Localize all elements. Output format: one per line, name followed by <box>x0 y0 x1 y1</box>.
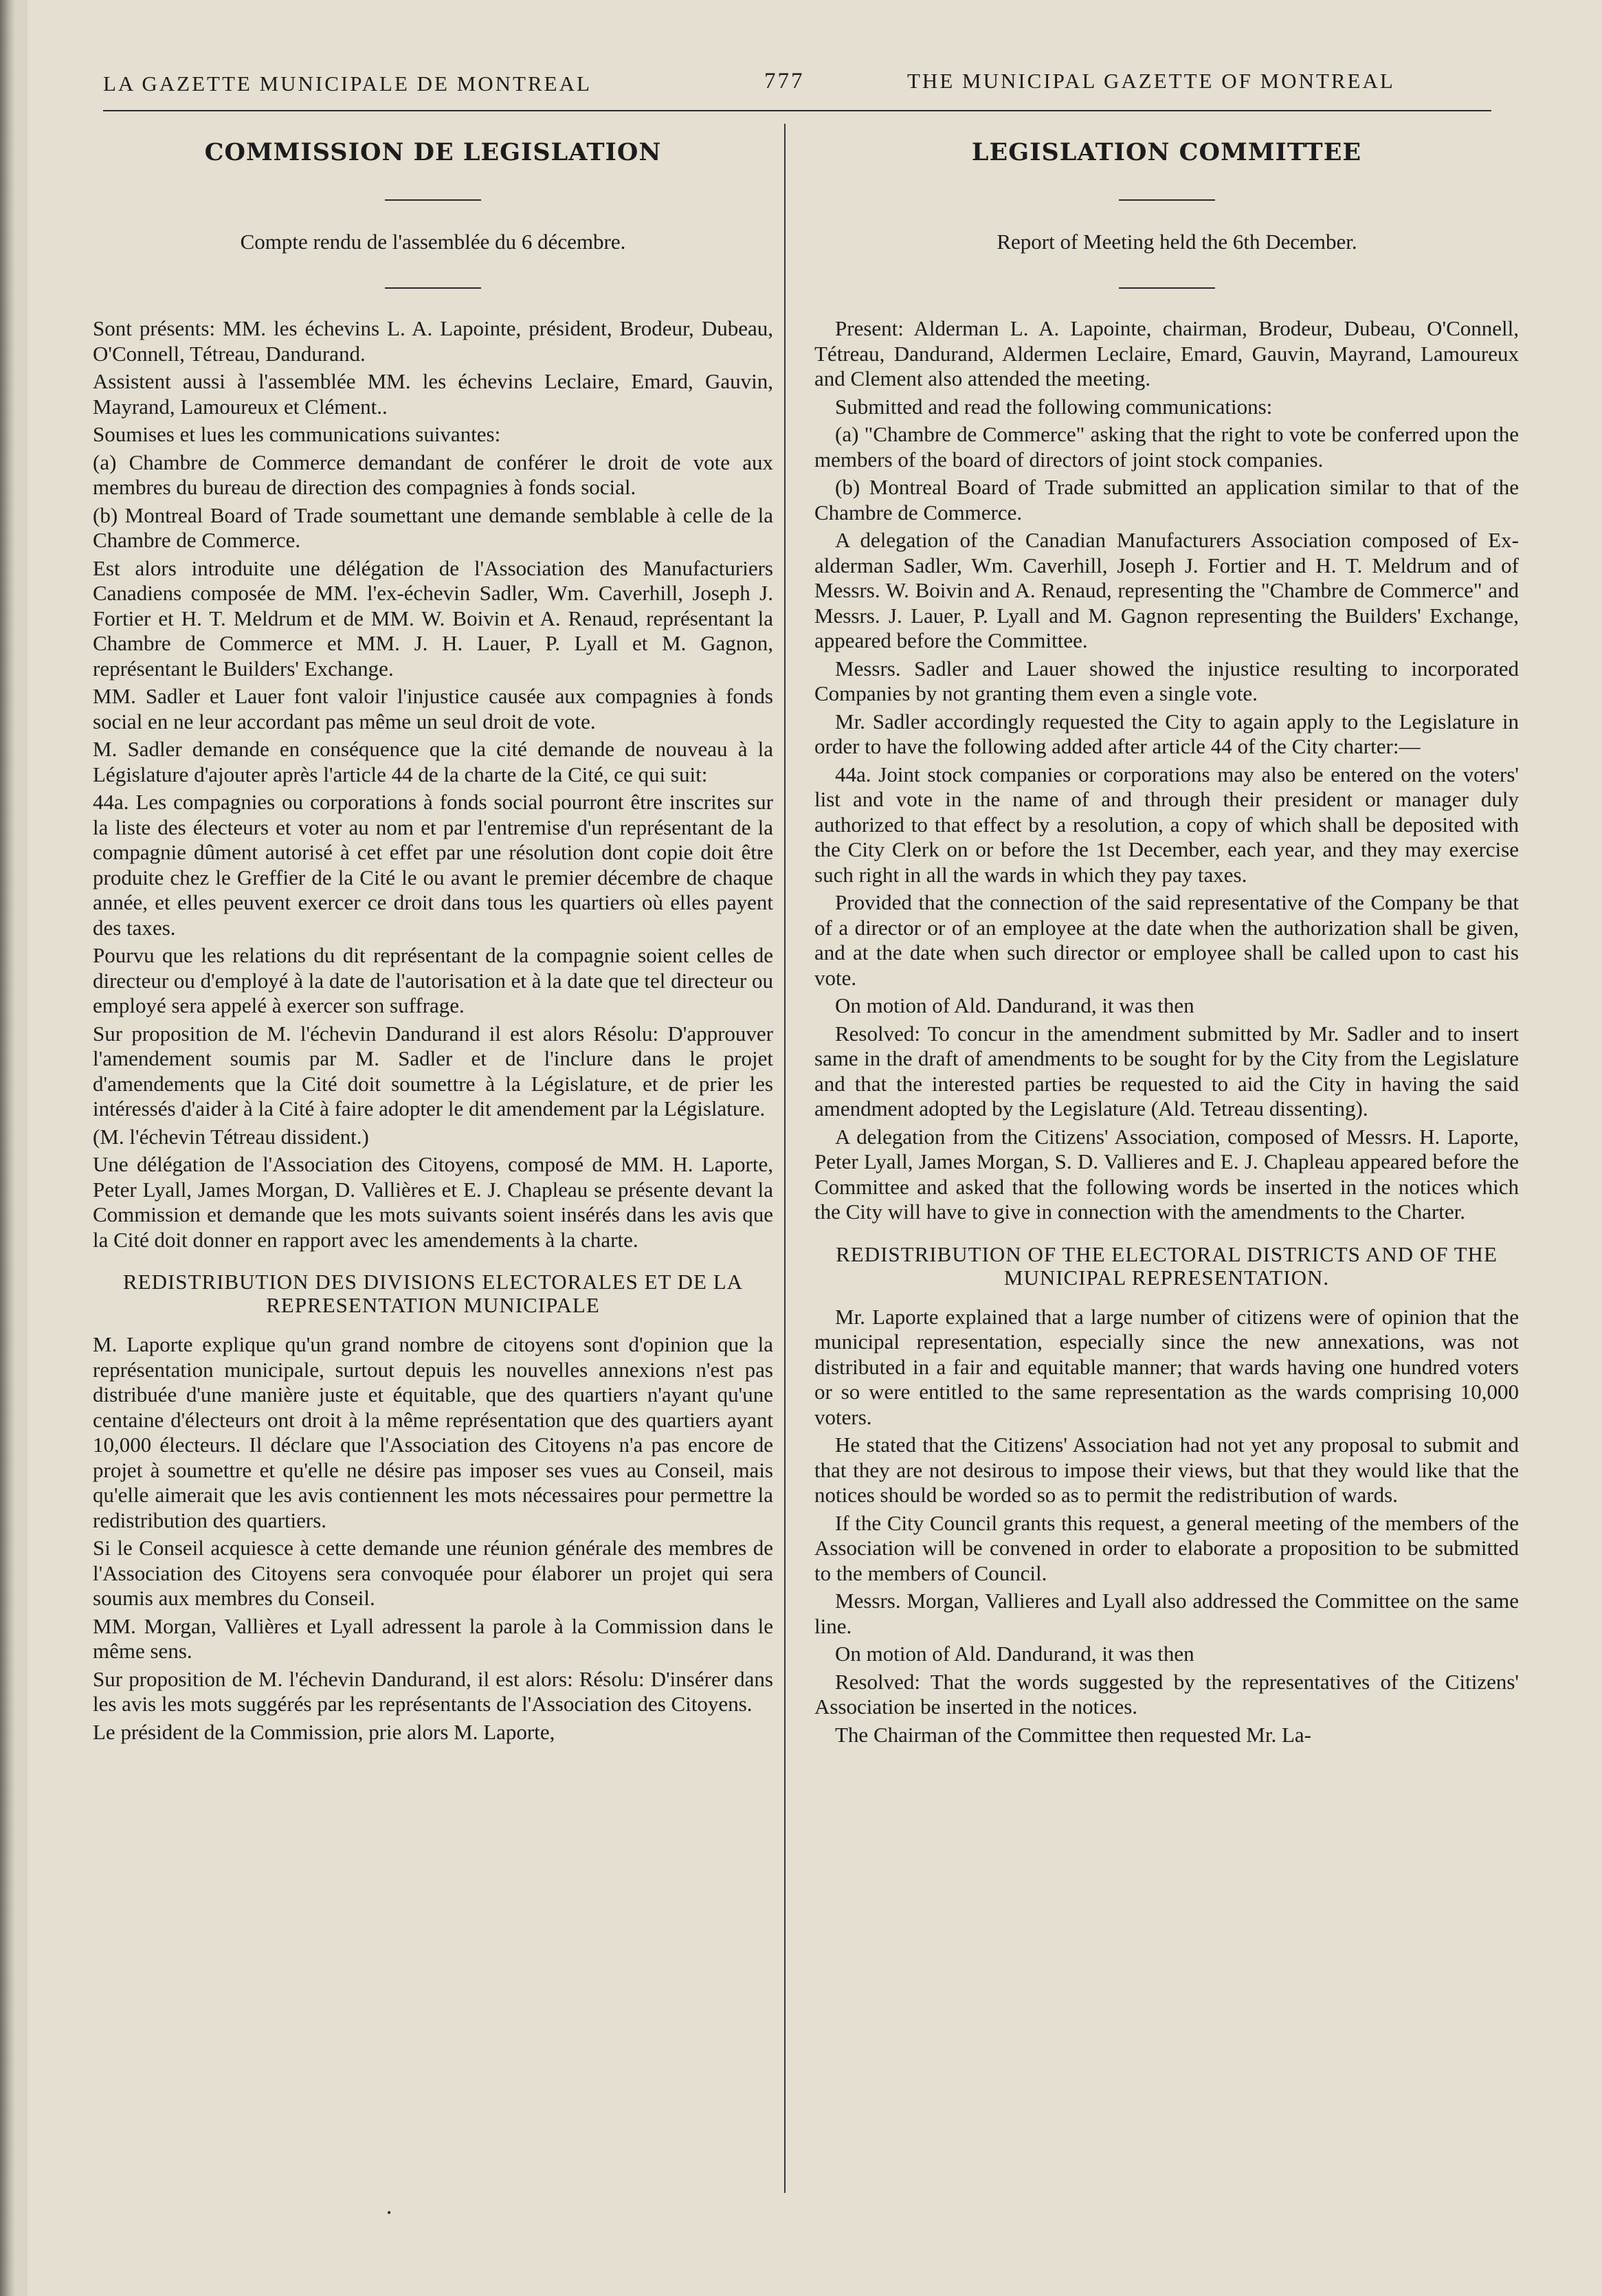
paragraph: (M. l'échevin Tétreau dissident.) <box>93 1124 369 1149</box>
paragraph: Est alors introduite une délégation de l'Association des Manufacturiers Canadiens composée de MM. l'ex-échevin Sadler, Wm. Caverhill, Joseph J. Fortier et H. T. Meldrum et de MM. W. Boivin et A. Renaud, représentant la Chambre de Commerce et MM. J. H. Lauer, P. Lyall et M. Gagnon, représentant le Builders' Exchange. <box>93 555 773 681</box>
paragraph: If the City Council grants this request, a general meeting of the members of the Association will be convened in order to elaborate a proposition to be submitted to the members of Council. <box>814 1510 1519 1585</box>
paragraph: Si le Conseil acquiesce à cette demande une réunion générale des membres de l'Association des Citoyens sera convoquée pour élaborer un projet qui sera soumis aux membres du Conseil. <box>93 1536 773 1610</box>
page-number: 777 <box>764 69 805 93</box>
header-rule <box>103 110 1491 111</box>
gazette-page <box>27 0 1602 2296</box>
paragraph: Sur proposition de M. l'échevin Dandurand il est alors Résolu: D'approuver l'amendement soumis par M. Sadler et de l'inclure dans le projet d'amendements que la Cité doit soumettre à la Législature, et de prier les intéressés d'aider à la Cité à faire adopter le dit amendement par la Législature. <box>93 1021 773 1121</box>
header-french-title: LA GAZETTE MUNICIPALE DE MONTREAL <box>103 71 592 96</box>
french-subtitle: Compte rendu de l'assemblée du 6 décembre. <box>240 230 626 254</box>
book-spine-shadow <box>0 0 15 2296</box>
paragraph: 44a. Joint stock companies or corporations may also be entered on the voters' list and vote in the name of and through their president or manager duly authorized to that effect by a resolution, a copy of which shall be deposited with the City Clerk on or before the 1st December, each year, and they may exercise such right in all the wards in which they pay taxes. <box>814 762 1519 887</box>
paragraph: Une délégation de l'Association des Citoyens, composé de MM. H. Laporte, Peter Lyall, James Morgan, D. Vallières et E. J. Chapleau se présente devant la Commission et demande que les mots suivants soient insérés dans les avis que la Cité doit donner en rapport avec les amendements à la charte. <box>93 1152 773 1252</box>
paragraph: He stated that the Citizens' Association had not yet any proposal to submit and that they are not desirous to impose their views, but that they would like that the notices should be worded so as to permit the redistribution of wards. <box>814 1433 1519 1507</box>
paragraph: On motion of Ald. Dandurand, it was then <box>835 1642 1194 1666</box>
paragraph: Resolved: To concur in the amendment submitted by Mr. Sadler and to insert same in the draft of amendments to be sought for by the City from the Legislature and that the interested parties be requested to aid the City in having the said amendment adopted by the Legislature (Ald. Tetreau dissenting). <box>814 1021 1519 1121</box>
english-subtitle: Report of Meeting held the 6th December. <box>997 230 1357 254</box>
paragraph: Pourvu que les relations du dit représentant de la compagnie soient celles de directeur ou d'employé à la date de l'autorisation et à la date que tel directeur ou employé sera appelé à exercer son suffrage. <box>93 943 773 1017</box>
subtitle-rule <box>385 287 481 289</box>
french-title: COMMISSION DE LEGISLATION <box>204 138 662 166</box>
paragraph: The Chairman of the Committee then requested Mr. La- <box>835 1722 1311 1747</box>
paragraph: Le président de la Commission, prie alors M. Laporte, <box>93 1719 555 1744</box>
french-column <box>93 131 773 1747</box>
paragraph: On motion of Ald. Dandurand, it was then <box>835 993 1194 1017</box>
paragraph: (b) Montreal Board of Trade submitted an application similar to that of the Chambre de Commerce. <box>814 475 1519 525</box>
english-column <box>814 131 1519 1750</box>
paragraph: Messrs. Morgan, Vallieres and Lyall also addressed the Committee on the same line. <box>814 1589 1519 1638</box>
paragraph: Resolved: That the words suggested by the representatives of the Citizens' Association be inserted in the notices. <box>814 1669 1519 1719</box>
english-title: LEGISLATION COMMITTEE <box>971 138 1362 166</box>
paragraph: (a) "Chambre de Commerce" asking that the right to vote be conferred upon the members of the board of directors of joint stock companies. <box>814 422 1519 472</box>
paragraph: A delegation of the Canadian Manufacturers Association composed of Ex-alderman Sadler, Wm. Caverhill, Joseph J. Fortier and H. T. Meldrum and of Messrs. W. Boivin and A. Renaud, representing the "Chambre de Commerce" and Messrs. J. Lauer, P. Lyall and M. Gagnon representing the Builders' Exchange, appeared before the Committee. <box>814 528 1519 652</box>
header-english-title: THE MUNICIPAL GAZETTE OF MONTREAL <box>907 69 1395 93</box>
paragraph: (a) Chambre de Commerce demandant de conférer le droit de vote aux membres du bureau de direction des compagnies à fonds social. <box>93 450 773 499</box>
page-speck: • <box>386 2208 392 2219</box>
paragraph: Provided that the connection of the said representative of the Company be that of a director or of an employee at the date when the authorization shall be given, and at the date when such director or employee shall be called upon to cast his vote. <box>814 890 1519 990</box>
column-divider <box>784 124 786 2193</box>
title-rule <box>1119 199 1215 201</box>
paragraph: Soumises et lues les communications suivantes: <box>93 422 501 446</box>
paragraph: Sont présents: MM. les échevins L. A. Lapointe, président, Brodeur, Dubeau, O'Connell, Tétreau, Dandurand. <box>93 316 773 366</box>
paragraph: Present: Alderman L. A. Lapointe, chairman, Brodeur, Dubeau, O'Connell, Tétreau, Dandurand, Aldermen Leclaire, Emard, Gauvin, Mayrand, Lamoureux and Clement also attended the meeting. <box>814 316 1519 390</box>
french-section-title: REDISTRIBUTION DES DIVISIONS ELECTORALES ET DE LA REPRESENTATION MUNICIPALE <box>122 1270 744 1317</box>
paragraph: MM. Morgan, Vallières et Lyall adressent la parole à la Commission dans le même sens. <box>93 1613 773 1663</box>
paragraph: Mr. Sadler accordingly requested the City to again apply to the Legislature in order to have the following added after article 44 of the City charter:— <box>814 709 1519 758</box>
paragraph: MM. Sadler et Lauer font valoir l'injustice causée aux compagnies à fonds social en ne leur accordant pas même un seul droit de vote. <box>93 684 773 733</box>
paragraph: M. Laporte explique qu'un grand nombre de citoyens sont d'opinion que la représentation municipale, surtout depuis les nouvelles annexions n'est pas distribuée d'une manière juste et équitable, que des quartiers n'ayant qu'une centaine d'électeurs ont droit à la même représentation que des quartiers ayant 10,000 électeurs. Il déclare que l'Association des Citoyens n'a pas encore de projet à soumettre et qu'elle ne désire pas imposer ses vues au Conseil, mais qu'elle aimerait que les avis contiennent les mots nécessaires pour permettre la redistribution des quartiers. <box>93 1332 773 1532</box>
title-rule <box>385 199 481 201</box>
paragraph: Submitted and read the following communications: <box>835 394 1273 419</box>
paragraph: (b) Montreal Board of Trade soumettant une demande semblable à celle de la Chambre de Commerce. <box>93 503 773 552</box>
paragraph: 44a. Les compagnies ou corporations à fonds social pourront être inscrites sur la liste des électeurs et voter au nom et par l'entremise d'un représentant de la compagnie dûment autorisé à cet effet par une résolution dont copie doit être produite chez le Greffier de la Cité le ou avant le premier décembre de chaque année, et elles peuvent exercer ce droit dans tous les quartiers où elles payent des taxes. <box>93 790 773 940</box>
paragraph: Sur proposition de M. l'échevin Dandurand, il est alors: Résolu: D'insérer dans les avis les mots suggérés par les représentants de l'Association des Citoyens. <box>93 1666 773 1716</box>
paragraph: A delegation from the Citizens' Association, composed of Messrs. H. Laporte, Peter Lyall, James Morgan, S. D. Vallieres and E. J. Chapleau appeared before the Committee and asked that the following words be inserted in the notices which the City will have to give in connection with the amendments to the Charter. <box>814 1124 1519 1224</box>
paragraph: Messrs. Sadler and Lauer showed the injustice resulting to incorporated Companies by not granting them even a single vote. <box>814 656 1519 705</box>
subtitle-rule <box>1119 287 1215 289</box>
page-header <box>76 66 1484 107</box>
paragraph: M. Sadler demande en conséquence que la cité demande de nouveau à la Législature d'ajouter après l'article 44 de la charte de la Cité, ce qui suit: <box>93 737 773 786</box>
english-section-title: REDISTRIBUTION OF THE ELECTORAL DISTRICTS AND OF THE MUNICIPAL REPRESENTATION. <box>836 1241 1498 1290</box>
paragraph: Assistent aussi à l'assemblée MM. les échevins Leclaire, Emard, Gauvin, Mayrand, Lamoureux et Clément.. <box>93 369 773 419</box>
paragraph: Mr. Laporte explained that a large number of citizens were of opinion that the municipal representation, especially since the new annexations, was not distributed in a fair and equitable manner; that wards having one hundred voters or so were entitled to the same representation as the wards comprising 10,000 voters. <box>814 1304 1519 1429</box>
